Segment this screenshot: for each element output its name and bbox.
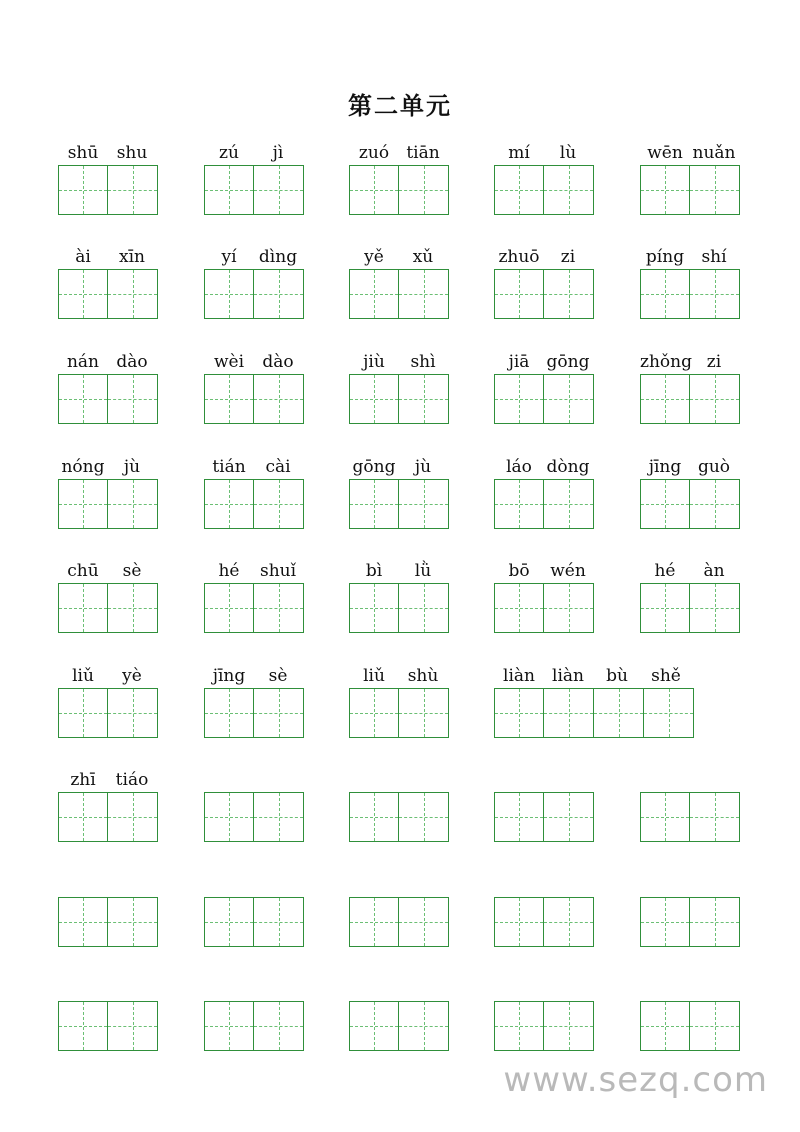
tianzige-boxes [494, 1001, 594, 1051]
pinyin-syllable: liǔ [363, 666, 385, 686]
tianzige-boxes [58, 269, 158, 319]
tianzige-boxes [204, 792, 304, 842]
tianzige-boxes [640, 583, 740, 633]
writing-cell[interactable] [58, 479, 108, 529]
writing-cell[interactable] [690, 897, 740, 947]
writing-cell[interactable] [494, 583, 544, 633]
pinyin-syllable: cài [265, 457, 291, 477]
tianzige-boxes [58, 583, 158, 633]
writing-cell[interactable] [399, 479, 449, 529]
tianzige-boxes [58, 688, 158, 738]
tianzige-boxes [204, 688, 304, 738]
writing-cell[interactable] [594, 688, 644, 738]
writing-cell[interactable] [349, 479, 399, 529]
tianzige-boxes [58, 165, 158, 215]
writing-cell[interactable] [204, 165, 254, 215]
tianzige-boxes [349, 688, 449, 738]
tianzige-boxes [494, 165, 594, 215]
writing-cell[interactable] [58, 165, 108, 215]
writing-cell[interactable] [254, 583, 304, 633]
tianzige-boxes [58, 897, 158, 947]
writing-cell[interactable] [690, 1001, 740, 1051]
writing-cell[interactable] [544, 583, 594, 633]
writing-cell[interactable] [349, 165, 399, 215]
tianzige-boxes [494, 269, 594, 319]
writing-cell[interactable] [544, 1001, 594, 1051]
tianzige-boxes [204, 897, 304, 947]
tianzige-boxes [204, 583, 304, 633]
pinyin-syllable: wēn [647, 143, 683, 163]
writing-cell[interactable] [254, 792, 304, 842]
pinyin-syllable: jiā [508, 352, 530, 372]
pinyin-syllable: zhī [70, 770, 96, 790]
writing-cell[interactable] [399, 897, 449, 947]
tianzige-boxes [349, 1001, 449, 1051]
pinyin-syllable: bù [606, 666, 628, 686]
tianzige-boxes [349, 269, 449, 319]
tianzige-boxes [349, 897, 449, 947]
writing-cell[interactable] [108, 269, 158, 319]
writing-cell[interactable] [494, 269, 544, 319]
pinyin-syllable: guò [697, 457, 731, 477]
writing-cell[interactable] [544, 479, 594, 529]
writing-cell[interactable] [254, 269, 304, 319]
pinyin-syllable: jīng [212, 666, 246, 686]
writing-cell[interactable] [640, 792, 690, 842]
writing-cell[interactable] [254, 165, 304, 215]
pinyin-syllable: yè [122, 666, 142, 686]
pinyin-syllable: tián [212, 457, 246, 477]
tianzige-boxes [349, 374, 449, 424]
pinyin-syllable: zi [706, 352, 722, 372]
writing-cell[interactable] [494, 688, 544, 738]
pinyin-syllable: tiáo [115, 770, 149, 790]
writing-cell[interactable] [640, 165, 690, 215]
tianzige-boxes [640, 479, 740, 529]
writing-cell[interactable] [254, 374, 304, 424]
pinyin-syllable: ài [75, 247, 91, 267]
writing-cell[interactable] [349, 583, 399, 633]
tianzige-boxes [58, 792, 158, 842]
pinyin-syllable: wén [550, 561, 586, 581]
writing-cell[interactable] [690, 269, 740, 319]
writing-cell[interactable] [254, 897, 304, 947]
writing-cell[interactable] [399, 583, 449, 633]
pinyin-syllable: bì [365, 561, 383, 581]
pinyin-syllable: wèi [213, 352, 245, 372]
writing-cell[interactable] [640, 1001, 690, 1051]
pinyin-syllable: hé [654, 561, 676, 581]
pinyin-syllable: xīn [119, 247, 145, 267]
writing-cell[interactable] [690, 165, 740, 215]
pinyin-syllable: sè [122, 561, 142, 581]
tianzige-boxes [204, 269, 304, 319]
writing-cell[interactable] [349, 688, 399, 738]
tianzige-boxes [494, 792, 594, 842]
writing-cell[interactable] [349, 1001, 399, 1051]
tianzige-boxes [494, 688, 694, 738]
writing-cell[interactable] [690, 792, 740, 842]
writing-cell[interactable] [254, 479, 304, 529]
page-title: 第二单元 [348, 91, 452, 120]
writing-cell[interactable] [108, 1001, 158, 1051]
tianzige-boxes [58, 374, 158, 424]
tianzige-boxes [204, 374, 304, 424]
pinyin-syllable: jì [272, 143, 284, 163]
writing-cell[interactable] [349, 897, 399, 947]
pinyin-syllable: nóng [61, 457, 105, 477]
tianzige-boxes [640, 897, 740, 947]
writing-cell[interactable] [399, 792, 449, 842]
writing-cell[interactable] [494, 1001, 544, 1051]
pinyin-syllable: hé [218, 561, 240, 581]
pinyin-syllable: yě [364, 247, 384, 267]
writing-cell[interactable] [494, 479, 544, 529]
pinyin-syllable: lǜ [414, 561, 432, 581]
writing-cell[interactable] [58, 688, 108, 738]
tianzige-boxes [640, 374, 740, 424]
tianzige-boxes [349, 792, 449, 842]
pinyin-syllable: chū [67, 561, 99, 581]
writing-cell[interactable] [58, 792, 108, 842]
pinyin-syllable: dào [262, 352, 294, 372]
writing-cell[interactable] [544, 792, 594, 842]
pinyin-syllable: jù [123, 457, 141, 477]
tianzige-boxes [494, 479, 594, 529]
writing-cell[interactable] [544, 897, 594, 947]
pinyin-syllable: sè [268, 666, 288, 686]
writing-cell[interactable] [640, 897, 690, 947]
writing-cell[interactable] [204, 374, 254, 424]
pinyin-syllable: zuó [358, 143, 390, 163]
writing-cell[interactable] [640, 269, 690, 319]
writing-cell[interactable] [349, 792, 399, 842]
writing-cell[interactable] [108, 165, 158, 215]
writing-cell[interactable] [640, 479, 690, 529]
pinyin-syllable: lù [559, 143, 577, 163]
pinyin-syllable: shū [67, 143, 99, 163]
pinyin-syllable: shě [651, 666, 681, 686]
writing-cell[interactable] [544, 374, 594, 424]
pinyin-syllable: bō [508, 561, 530, 581]
writing-cell[interactable] [399, 165, 449, 215]
writing-cell[interactable] [58, 897, 108, 947]
writing-cell[interactable] [690, 583, 740, 633]
pinyin-syllable: zhǒng [640, 352, 692, 372]
pinyin-syllable: shu [116, 143, 148, 163]
writing-cell[interactable] [494, 165, 544, 215]
writing-cell[interactable] [204, 479, 254, 529]
pinyin-syllable: gōng [546, 352, 590, 372]
writing-cell[interactable] [108, 479, 158, 529]
pinyin-syllable: jīng [648, 457, 682, 477]
writing-cell[interactable] [58, 583, 108, 633]
writing-cell[interactable] [108, 688, 158, 738]
tianzige-boxes [349, 583, 449, 633]
writing-cell[interactable] [58, 1001, 108, 1051]
writing-cell[interactable] [494, 792, 544, 842]
writing-cell[interactable] [204, 269, 254, 319]
writing-cell[interactable] [399, 269, 449, 319]
tianzige-boxes [204, 165, 304, 215]
pinyin-syllable: dào [116, 352, 148, 372]
tianzige-boxes [494, 374, 594, 424]
writing-cell[interactable] [108, 374, 158, 424]
pinyin-syllable: dìng [258, 247, 298, 267]
writing-cell[interactable] [399, 1001, 449, 1051]
writing-cell[interactable] [204, 583, 254, 633]
writing-cell[interactable] [204, 897, 254, 947]
writing-cell[interactable] [58, 374, 108, 424]
writing-cell[interactable] [349, 269, 399, 319]
writing-cell[interactable] [399, 688, 449, 738]
writing-cell[interactable] [108, 897, 158, 947]
pinyin-syllable: liàn [503, 666, 535, 686]
pinyin-syllable: shù [407, 666, 439, 686]
pinyin-syllable: gōng [352, 457, 396, 477]
writing-cell[interactable] [494, 374, 544, 424]
pinyin-syllable: tiān [406, 143, 440, 163]
pinyin-syllable: láo [506, 457, 532, 477]
writing-cell[interactable] [690, 374, 740, 424]
writing-cell[interactable] [644, 688, 694, 738]
pinyin-syllable: xǔ [412, 247, 434, 267]
writing-cell[interactable] [254, 1001, 304, 1051]
writing-cell[interactable] [544, 165, 594, 215]
pinyin-syllable: àn [703, 561, 725, 581]
tianzige-boxes [204, 479, 304, 529]
tianzige-boxes [494, 897, 594, 947]
writing-cell[interactable] [58, 269, 108, 319]
tianzige-boxes [640, 165, 740, 215]
pinyin-syllable: jù [414, 457, 432, 477]
writing-cell[interactable] [544, 688, 594, 738]
tianzige-boxes [349, 165, 449, 215]
writing-cell[interactable] [640, 583, 690, 633]
tianzige-boxes [640, 1001, 740, 1051]
writing-cell[interactable] [544, 269, 594, 319]
pinyin-syllable: yí [221, 247, 237, 267]
writing-cell[interactable] [349, 374, 399, 424]
writing-cell[interactable] [399, 374, 449, 424]
writing-cell[interactable] [254, 688, 304, 738]
watermark: www.sezq.com [503, 1060, 768, 1100]
tianzige-boxes [58, 1001, 158, 1051]
tianzige-boxes [640, 792, 740, 842]
pinyin-syllable: nán [66, 352, 100, 372]
pinyin-syllable: zhuō [498, 247, 540, 267]
writing-cell[interactable] [204, 792, 254, 842]
pinyin-syllable: píng [645, 247, 685, 267]
pinyin-syllable: mí [508, 143, 530, 163]
tianzige-boxes [494, 583, 594, 633]
pinyin-syllable: shí [701, 247, 727, 267]
pinyin-syllable: liàn [552, 666, 584, 686]
writing-cell[interactable] [204, 688, 254, 738]
pinyin-syllable: zi [560, 247, 576, 267]
writing-cell[interactable] [108, 583, 158, 633]
pinyin-syllable: zú [219, 143, 239, 163]
tianzige-boxes [204, 1001, 304, 1051]
writing-cell[interactable] [690, 479, 740, 529]
tianzige-boxes [58, 479, 158, 529]
tianzige-boxes [640, 269, 740, 319]
pinyin-syllable: nuǎn [692, 143, 736, 163]
pinyin-syllable: shì [410, 352, 436, 372]
writing-cell[interactable] [640, 374, 690, 424]
writing-cell[interactable] [494, 897, 544, 947]
pinyin-syllable: dòng [546, 457, 590, 477]
pinyin-syllable: shuǐ [259, 561, 297, 581]
pinyin-syllable: jiù [363, 352, 385, 372]
pinyin-syllable: liǔ [72, 666, 94, 686]
tianzige-boxes [349, 479, 449, 529]
writing-cell[interactable] [204, 1001, 254, 1051]
writing-cell[interactable] [108, 792, 158, 842]
